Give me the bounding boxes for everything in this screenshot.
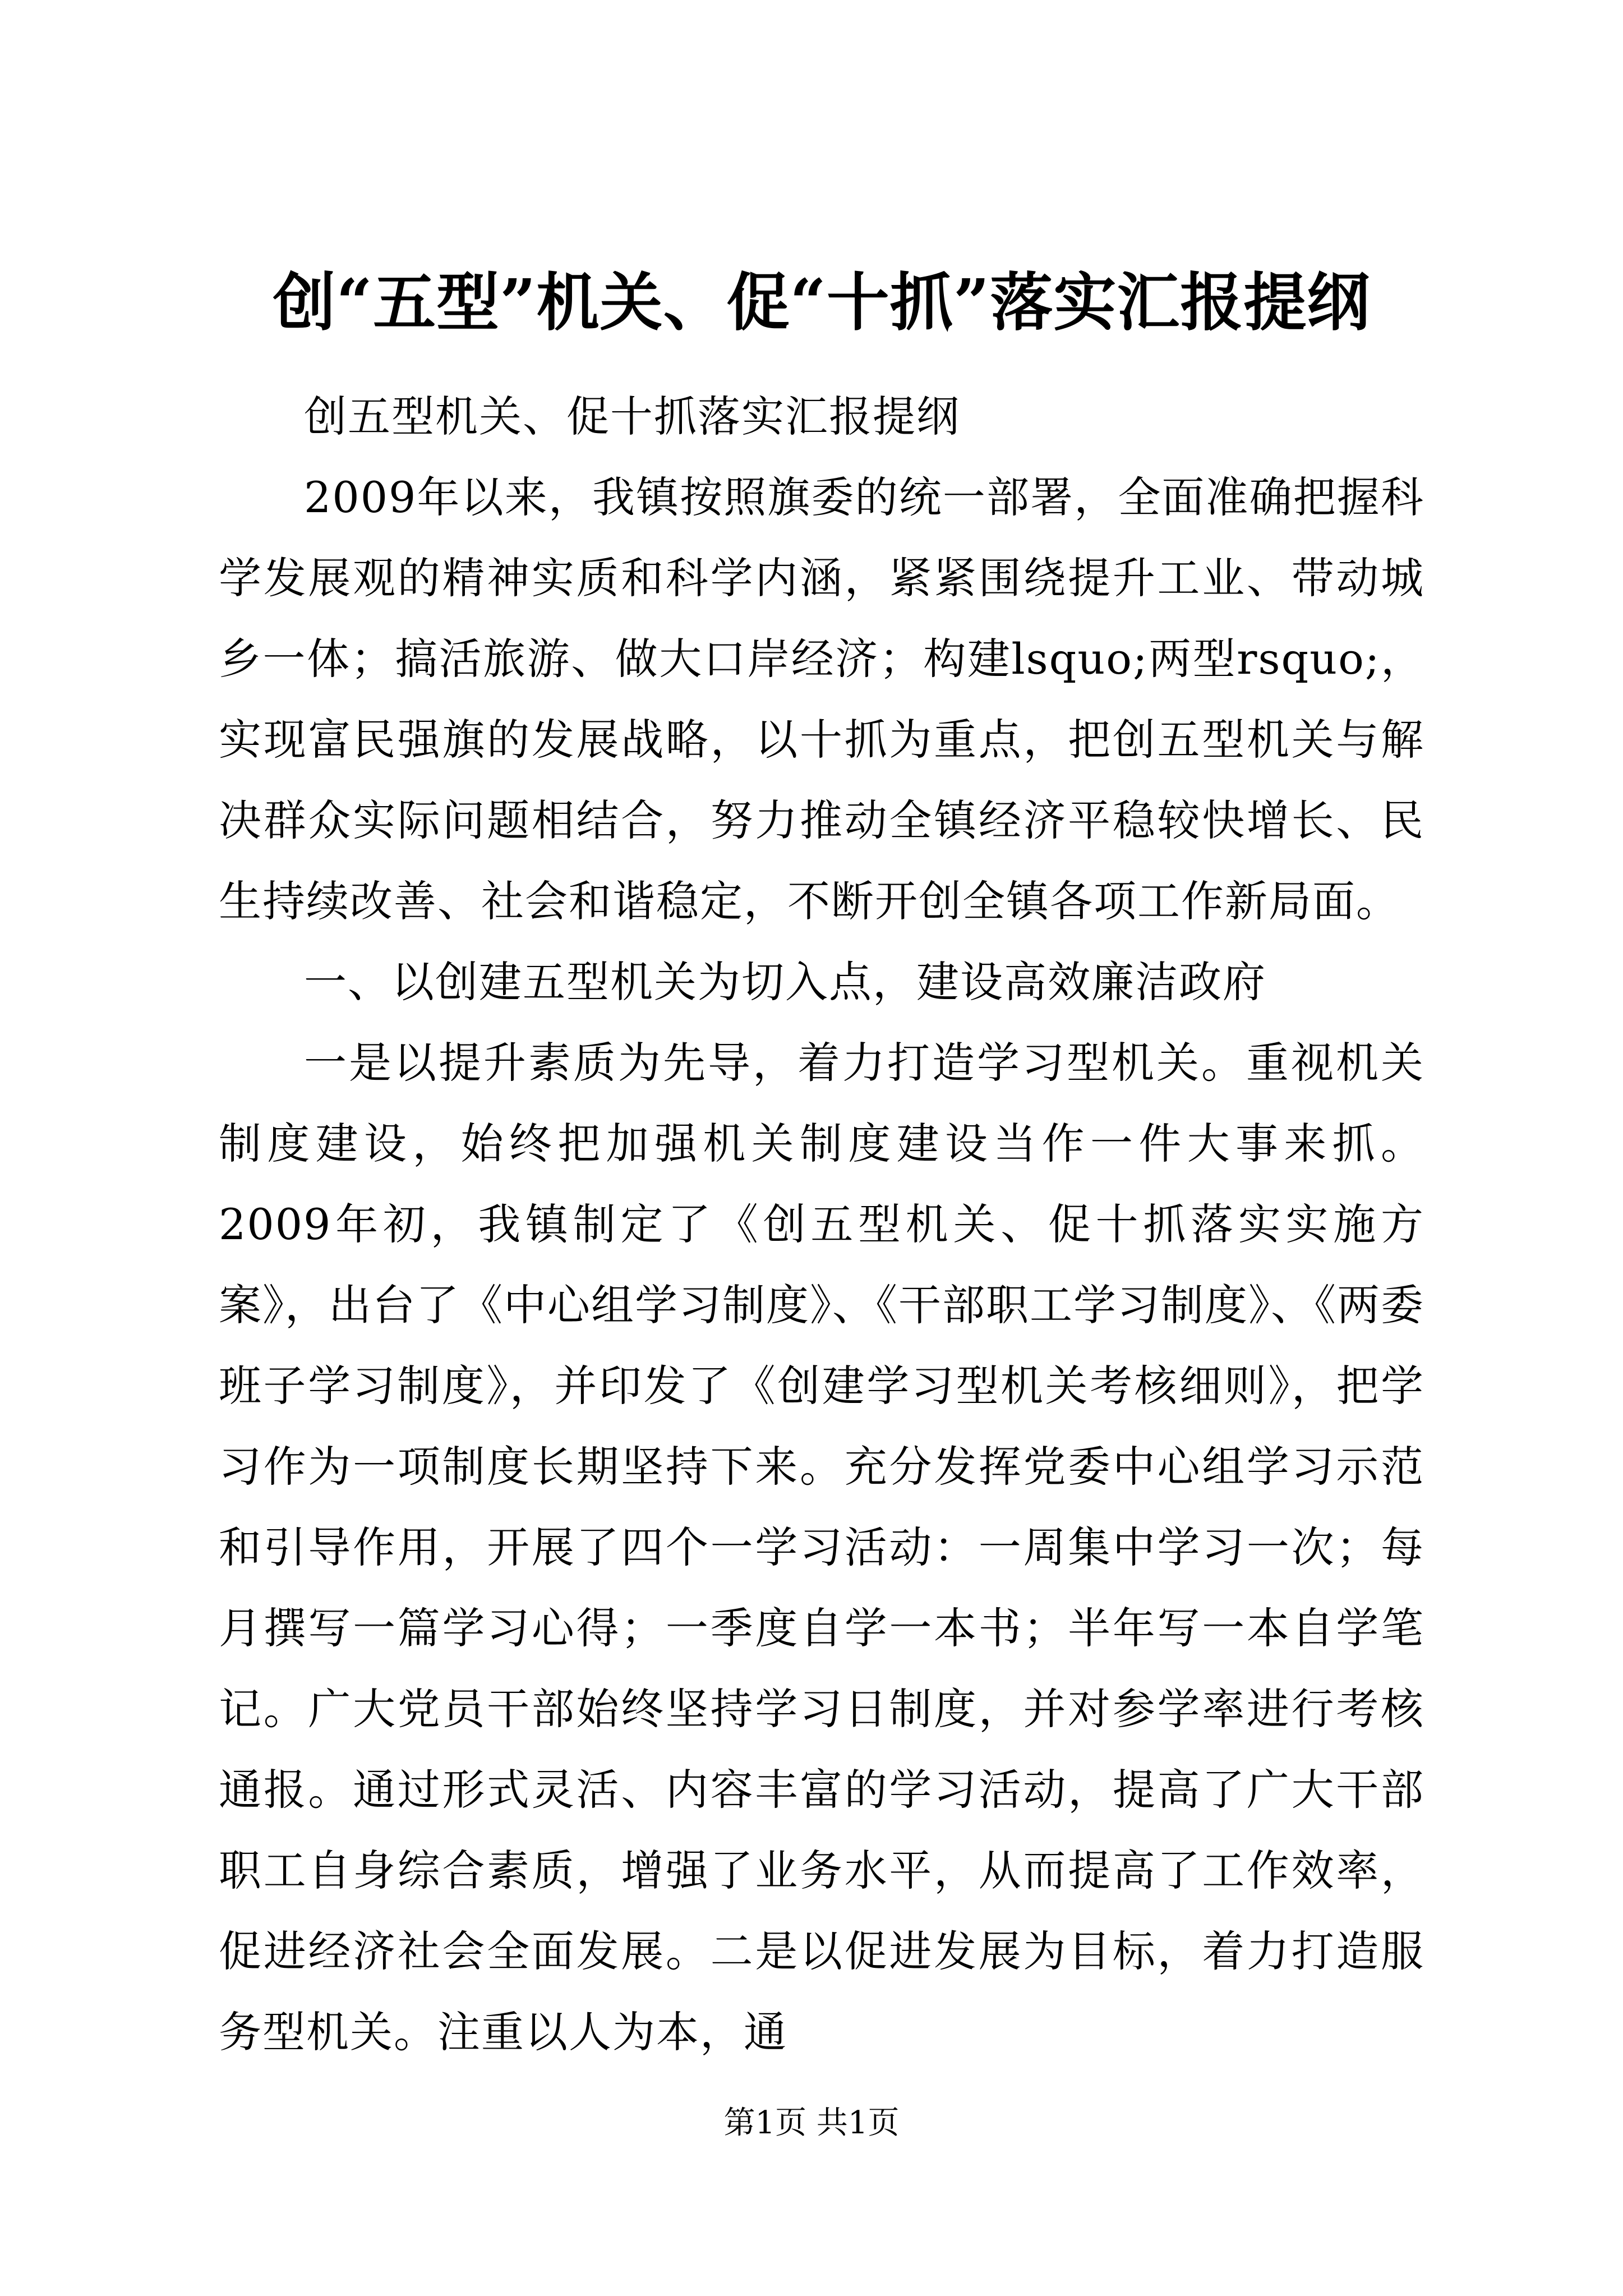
page-number-footer: 第1页 共1页	[723, 2105, 900, 2141]
subtitle-paragraph: 创五型机关、促十抓落实汇报提纲	[304, 392, 960, 441]
section-heading: 一、以创建五型机关为切入点，建设高效廉洁政府	[304, 957, 1266, 1007]
document-title: 创“五型”机关、促“十抓”落实汇报提纲	[273, 266, 1371, 339]
document-body	[219, 376, 1424, 2073]
intro-paragraph: 2009年以来，我镇按照旗委的统一部署，全面准确把握科学发展观的精神实质和科学内涵，紧紧围绕提升工业、带动城乡一体；搞活旅游、做大口岸经济；构建lsquo;两型rsquo;，实现富民强旗的发展战略，以十抓为重点，把创五型机关与解决群众实际问题相结合，努力推动全镇经济平稳较快增长、民生持续改善、社会和谐稳定，不断开创全镇各项工作新局面。	[219, 472, 1424, 926]
body-paragraph: 一是以提升素质为先导，着力打造学习型机关。重视机关制度建设，始终把加强机关制度建设当作一件大事来抓。2009年初，我镇制定了《创五型机关、促十抓落实实施方案》，出台了《中心组学习制度》、《干部职工学习制度》、《两委班子学习制度》，并印发了《创建学习型机关考核细则》，把学习作为一项制度长期坚持下来。充分发挥党委中心组学习示范和引导作用，开展了四个一学习活动：一周集中学习一次；每月撰写一篇学习心得；一季度自学一本书；半年写一本自学笔记。广大党员干部始终坚持学习日制度，并对参学率进行考核通报。通过形式灵活、内容丰富的学习活动，提高了广大干部职工自身综合素质，增强了业务水平，从而提高了工作效率，促进经济社会全面发展。二是以促进发展为目标，着力打造服务型机关。注重以人为本，通	[219, 1038, 1424, 2057]
